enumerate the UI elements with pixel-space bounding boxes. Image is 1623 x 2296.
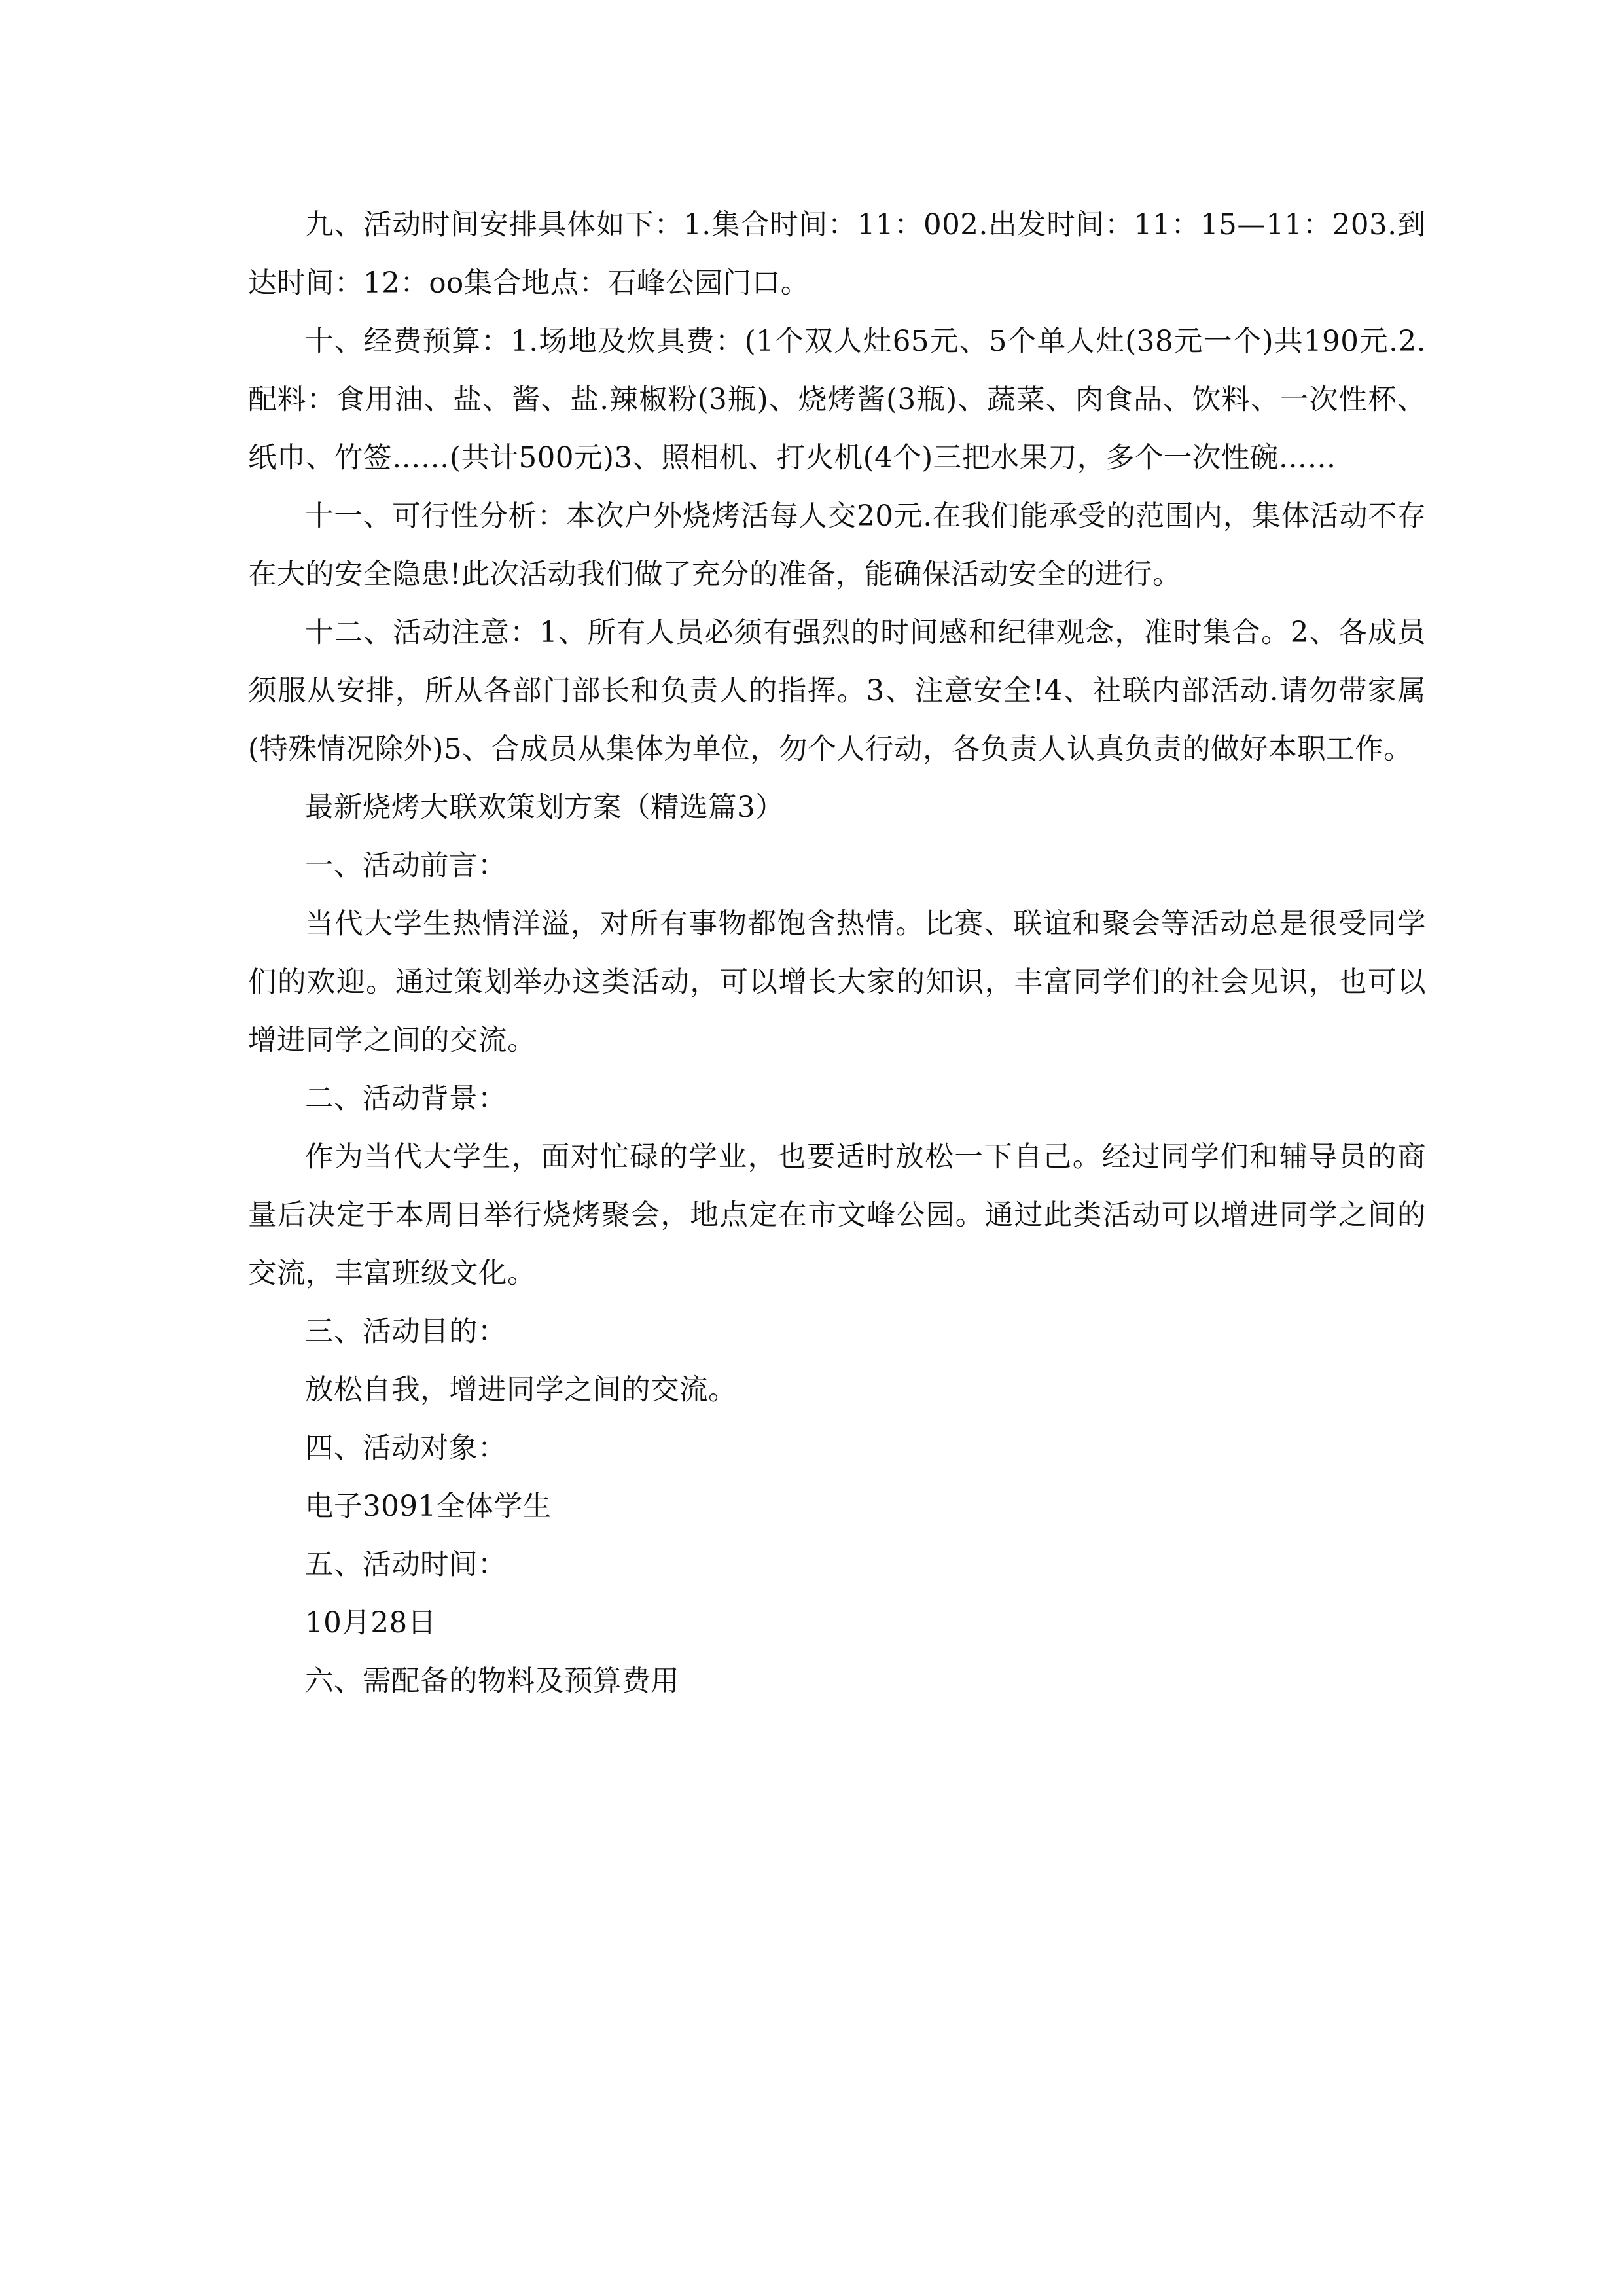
document-body — [248, 196, 1426, 1711]
heading-time: 五、活动时间： — [305, 1549, 507, 1581]
heading-audience: 四、活动对象： — [305, 1432, 507, 1465]
paragraph-preface: 当代大学生热情洋溢，对所有事物都饱含热情。比赛、联谊和聚会等活动总是很受同学们的欢迎。通过策划举办这类活动，可以增长大家的知识，丰富同学们的社会见识，也可以增进同学之间的交流。 — [248, 908, 1426, 1057]
paragraph-feasibility: 十一、可行性分析：本次户外烧烤活每人交20元.在我们能承受的范围内，集体活动不存在大的安全隐患!此次活动我们做了充分的准备，能确保活动安全的进行。 — [248, 500, 1426, 591]
heading-preface: 一、活动前言： — [305, 850, 507, 882]
paragraph-background: 作为当代大学生，面对忙碌的学业，也要适时放松一下自己。经过同学们和辅导员的商量后决定于本周日举行烧烤聚会，地点定在市文峰公园。通过此类活动可以增进同学之间的交流，丰富班级文化。 — [248, 1141, 1426, 1290]
paragraph-budget: 十、经费预算：1.场地及炊具费：(1个双人灶65元、5个单人灶(38元一个)共190元.2.配料：食用油、盐、酱、盐.辣椒粉(3瓶)、烧烤酱(3瓶)、蔬菜、肉食品、饮料、一次性杯、纸巾、竹签……(共计500元)3、照相机、打火机(4个)三把水果刀，多个一次性碗…… — [248, 325, 1426, 475]
paragraph-audience: 电子3091全体学生 — [305, 1490, 552, 1523]
heading-materials: 六、需配备的物料及预算费用 — [305, 1665, 679, 1698]
paragraph-purpose: 放松自我，增进同学之间的交流。 — [305, 1374, 737, 1407]
section-title: 最新烧烤大联欢策划方案（精选篇3） — [305, 791, 785, 824]
heading-background: 二、活动背景： — [305, 1083, 507, 1115]
heading-purpose: 三、活动目的： — [305, 1316, 507, 1348]
paragraph-time: 10月28日 — [305, 1607, 437, 1640]
paragraph-schedule: 九、活动时间安排具体如下：1.集合时间：11：002.出发时间：11：15—11：203.到达时间：12：oo集合地点：石峰公园门口。 — [248, 209, 1426, 300]
paragraph-notes: 十二、活动注意：1、所有人员必须有强烈的时间感和纪律观念，准时集合。2、各成员须服从安排，所从各部门部长和负责人的指挥。3、注意安全!4、社联内部活动.请勿带家属(特殊情况除外)5、合成员从集体为单位，勿个人行动，各负责人认真负责的做好本职工作。 — [248, 617, 1426, 766]
